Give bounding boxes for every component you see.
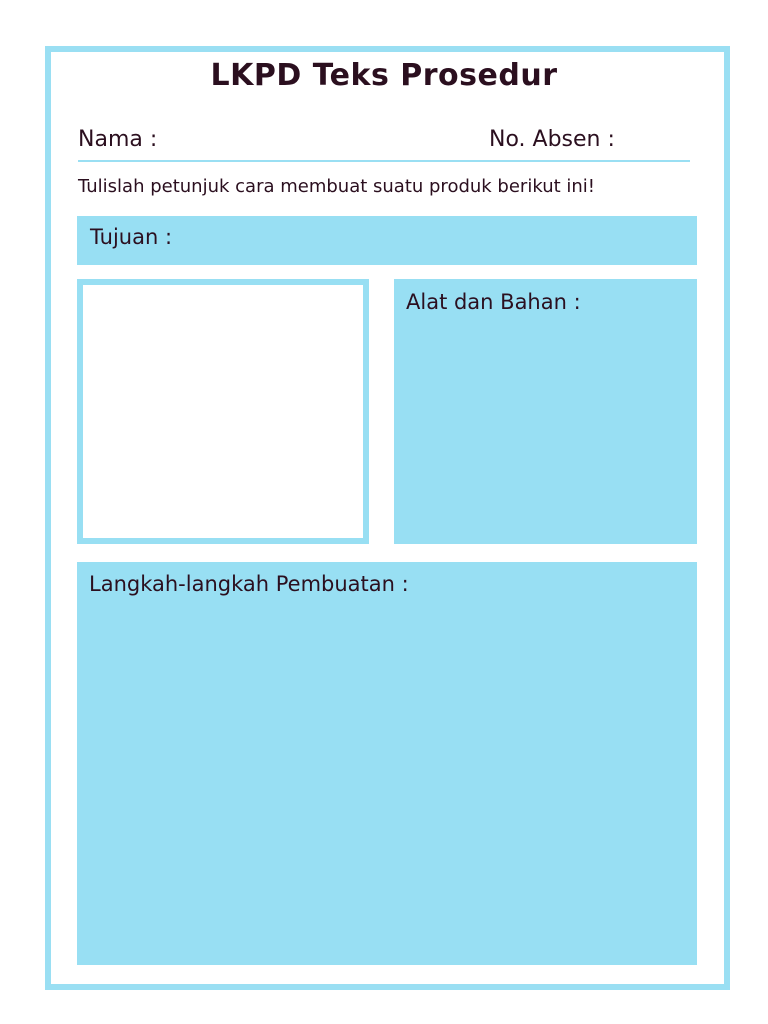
langkah-field[interactable]	[77, 562, 697, 965]
nama-label: Nama :	[78, 127, 158, 152]
langkah-label: Langkah-langkah Pembuatan :	[89, 572, 409, 596]
name-underline	[78, 160, 690, 162]
alat-bahan-label: Alat dan Bahan :	[406, 290, 581, 314]
page-title: LKPD Teks Prosedur	[210, 58, 558, 93]
alat-bahan-field[interactable]	[394, 279, 697, 544]
tujuan-field[interactable]	[77, 216, 697, 265]
tujuan-label: Tujuan :	[90, 225, 173, 249]
absen-label: No. Absen :	[489, 127, 615, 152]
product-image-slot[interactable]	[77, 279, 369, 544]
instruction-text: Tulislah petunjuk cara membuat suatu produk berikut ini!	[78, 176, 596, 197]
